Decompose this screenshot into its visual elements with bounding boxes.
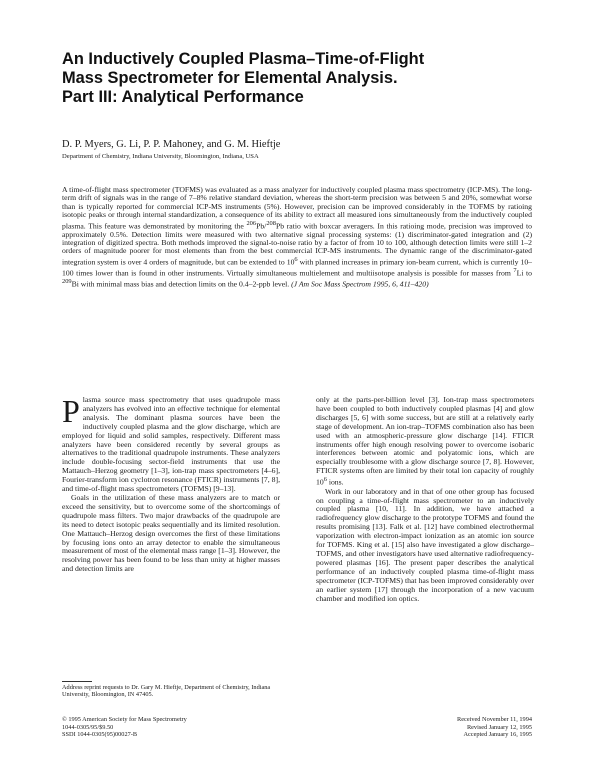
- revised-date: Revised January 12, 1995: [466, 723, 532, 731]
- abstract-text-1: A time-of-flight mass spectrometer (TOFMS) was evaluated as a mass analyzer for inductively coupled plasma mass spectrometry (ICP-MS). The long-term drift of signals was in the range of 7–8% relative standard deviation, whereas the short-term precision was between 5 and 20%, somewhat worse than is typically reported for commercial ICP-MS instruments (5%). However, precision can be improved considerably in the TOFMS by ratioing isotopic peaks or through internal standardization, a consequence of its ability to extract all measured ions simultaneously from the inductively coupled plasma. This feature was demonstrated by monitoring the: [62, 185, 532, 231]
- reprint-footnote: Address reprint requests to Dr. Gary M. Hieftje, Department of Chemistry, Indiana University, Bloomington, IN 47405.: [62, 684, 271, 699]
- issn-line: 1044-0305/95/$9.50: [62, 723, 114, 731]
- publication-info: [62, 716, 187, 739]
- isotope-superscript: 209: [62, 277, 72, 285]
- body-column-left: [62, 393, 280, 574]
- abstract-text-3: Pb ratio with boxcar averagers. In this ratioing mode, precision was improved to approximately 0.5%. Detection limits were measured with two alternative signal processing systems: (1) discriminator-gated integration and (2) integration of digitized spectra. Both methods improved the signal-to-noise ratio by a factor of from 10 to 100, although detection limits were still 1–2 orders of magnitude poorer for most elements than from the best commercial ICP-MS instruments. The dynamic range of the discriminator-gated integration system is over 4 orders of magnitude, but can be extended to 10: [62, 221, 532, 267]
- received-date: Received November 11, 1994: [457, 716, 532, 723]
- body-paragraph: Goals in the utilization of these mass analyzers are to match or exceed the sensitivity, but to overcome some of the shortcomings of quadrupole mass filters. Two major drawbacks of the quadrupole are its need to detect isotopic peaks sequentially and its limited resolution. One Mattauch–Herzog design overcomes the first of these limitations by focusing ions onto an array detector to enable the simultaneous measurement of most of the elemental mass range [1–3]. However, the resolving power has been found to be less than unity at higher masses and detection limits are: [62, 492, 280, 574]
- title-line-3: Part III: Analytical Performance: [62, 88, 304, 106]
- title-line-1: An Inductively Coupled Plasma–Time-of-Flight: [62, 50, 425, 68]
- copyright-line: © 1995 American Society for Mass Spectrometry: [62, 716, 187, 723]
- abstract-text-6: Bi with minimal mass bias and detection limits on the 0.4–2-ppb level.: [71, 279, 292, 289]
- paragraph-text: ions.: [326, 477, 344, 487]
- abstract-text-4: with planned increases in primary ion-beam current, which is currently 10–100 times lower than is found in other instruments. Virtually simultaneous multielement and multiisotope analysis is possible for masses from: [62, 257, 533, 278]
- abstract-text-5: Li to: [516, 268, 532, 278]
- body-paragraph: [62, 393, 280, 494]
- abstract: [62, 186, 532, 289]
- body-paragraph: Work in our laboratory and in that of one other group has focused on coupling a time-of-flight mass spectrometer to an inductively coupled plasma [10, 11]. In addition, we have attached a radiofrequency glow discharge to the prototype TOFMS and found the results promising [13]. Falk et al. [12] have combined electrothermal vaporization with electron-impact ionization as an atomic ion source for TOFMS. King et al. [15] also have investigated a glow discharge–TOFMS, and other investigators have used alternative radiofrequency-powered plasmas [16]. The present paper describes the analytical performance of an inductively coupled plasma time-of-flight mass spectrometer (ICP-TOFMS) that has been improved considerably over an earlier system [17] through the incorporation of a new vacuum chamber and modified ion optics.: [316, 486, 534, 603]
- affiliation: Department of Chemistry, Indiana University, Bloomington, Indiana, USA: [62, 153, 259, 160]
- body-column-right: [316, 396, 534, 603]
- footnote-divider: [62, 681, 92, 682]
- article-title: [62, 50, 532, 107]
- body-paragraph: [316, 396, 534, 488]
- abstract-citation: (J Am Soc Mass Spectrom 1995, 6, 411–420): [291, 279, 429, 289]
- title-line-2: Mass Spectrometer for Elemental Analysis.: [62, 69, 398, 87]
- article-dates: [457, 716, 532, 739]
- author-list: D. P. Myers, G. Li, P. P. Mahoney, and G. M. Hieftje: [62, 139, 281, 150]
- ssdi-line: SSDI 1044-0305(95)00027-B: [62, 731, 138, 739]
- exponent-superscript: 6: [294, 255, 298, 263]
- abstract-text-2: Pb/: [256, 221, 267, 231]
- exponent-superscript: 6: [323, 476, 327, 484]
- paragraph-text: only at the parts-per-billion level [3]. Ion-trap mass spectrometers have been coupled to both inductively coupled plasmas [4] and glow discharges [5, 6] with some success, but are still at a relatively early stage of development. An ion-trap–TOFMS combination also has been used with an atmospheric-pressure glow discharge [14]. FTICR instruments offer high enough resolving power to overcome isobaric interferences between atomic and polyatomic ions, which are especially troublesome with a glow discharge source [7, 8]. However, FTICR systems often are limited by their total ion capacity of roughly 10: [316, 395, 534, 487]
- isotope-superscript: 206: [246, 219, 257, 227]
- isotope-superscript: 7: [513, 266, 517, 274]
- paragraph-text: lasma source mass spectrometry that uses quadrupole mass analyzers has evolved into an effective technique for elemental analysis. The dominant plasma sources have been the inductively coupled plasma and the glow discharge, which are employed for liquid and solid samples, respectively. Different mass analyzers have been considered recently by several groups as alternatives to the traditional quadrupole instruments. These analyzers include double-focusing sector-field instruments that use the Mattauch–Herzog geometry [1–3], ion-trap mass spectrometers [4–6], Fourier-transform ion cyclotron resonance (FTICR) instruments [7, 8], and time-of-flight mass spectrometers (TOFMS) [9–13].: [62, 395, 280, 494]
- accepted-date: Accepted January 16, 1995: [463, 731, 532, 739]
- drop-cap: P: [62, 393, 80, 429]
- isotope-superscript: 208: [266, 219, 276, 227]
